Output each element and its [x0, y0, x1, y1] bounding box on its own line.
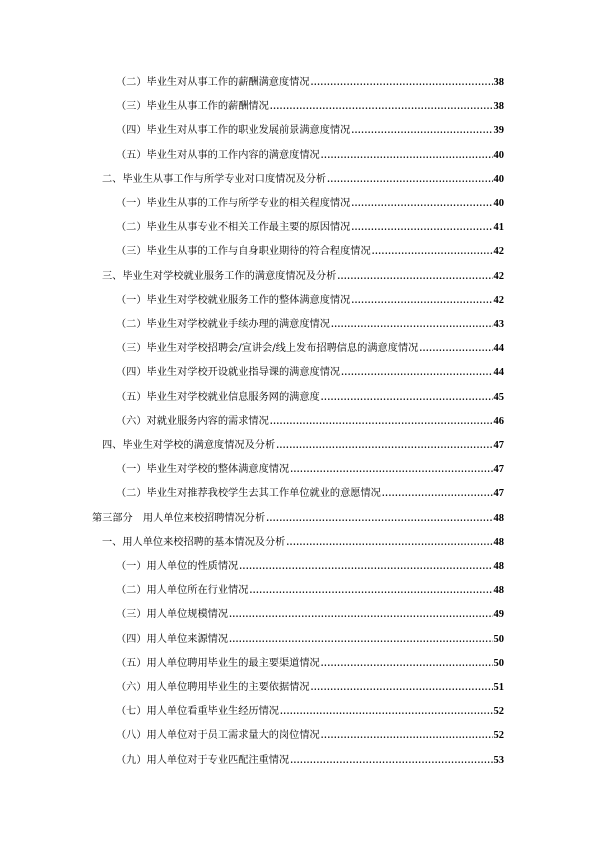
toc-entry-title: （三）毕业生从事的工作与自身职业期待的符合程度情况	[116, 246, 371, 258]
toc-entry-title: （二）毕业生对推荐我校学生去其工作单位就业的意愿情况	[116, 488, 381, 500]
toc-entry[interactable]	[116, 581, 504, 599]
toc-entry-title: （八）用人单位对于员工需求量大的岗位情况	[116, 730, 320, 742]
toc-entry-page: 43	[493, 319, 504, 330]
toc-entry[interactable]	[116, 121, 504, 139]
toc-entry[interactable]	[116, 412, 504, 430]
toc-leader-dots	[311, 678, 493, 696]
toc-entry-page: 48	[493, 512, 504, 524]
toc-leader-dots	[229, 605, 492, 623]
toc-entry[interactable]	[116, 146, 504, 164]
toc-entry-title: （二）用人单位所在行业情况	[116, 585, 249, 597]
toc-leader-dots	[276, 436, 492, 454]
toc-entry[interactable]	[102, 533, 504, 551]
toc-entry[interactable]	[116, 557, 504, 575]
toc-entry[interactable]	[116, 702, 504, 720]
toc-entry-title: 四、毕业生对学校的满意度情况及分析	[102, 440, 276, 451]
toc-leader-dots	[280, 702, 493, 720]
toc-entry-page: 53	[493, 754, 504, 766]
toc-entry-page: 50	[493, 633, 504, 645]
toc-leader-dots	[351, 291, 492, 309]
toc-entry-title: （三）用人单位规模情况	[116, 609, 229, 621]
toc-entry-page: 47	[493, 488, 504, 500]
toc-leader-dots	[290, 751, 492, 769]
toc-entry-title: （四）毕业生对从事工作的职业发展前景满意度情况	[116, 125, 351, 137]
toc-entry-title: （六）用人单位聘用毕业生的主要依据情况	[116, 682, 310, 693]
toc-entry-page: 40	[493, 149, 504, 161]
toc-leader-dots	[327, 170, 492, 188]
toc-entry-page: 44	[493, 343, 504, 355]
toc-entry-title: 三、毕业生对学校就业服务工作的满意度情况及分析	[102, 270, 337, 282]
toc-entry[interactable]	[116, 388, 504, 406]
toc-entry[interactable]	[116, 678, 504, 696]
toc-leader-dots	[351, 218, 492, 236]
toc-entry-title: （一）毕业生对学校就业服务工作的整体满意度情况	[116, 294, 351, 306]
toc-leader-dots	[337, 267, 492, 285]
toc-entry-page: 48	[493, 585, 504, 597]
toc-leader-dots	[239, 557, 492, 575]
toc-entry-title: （七）用人单位看重毕业生经历情况	[116, 706, 279, 718]
toc-leader-dots	[311, 73, 493, 91]
toc-entry[interactable]	[116, 363, 504, 381]
toc-entry-page: 52	[493, 730, 504, 742]
toc-leader-dots	[270, 97, 493, 115]
toc-entry[interactable]	[116, 339, 504, 357]
toc-leader-dots	[321, 146, 493, 164]
toc-entry-page: 42	[493, 270, 504, 282]
toc-entry[interactable]	[116, 484, 504, 502]
toc-entry[interactable]	[92, 509, 504, 527]
toc-entry-page: 50	[493, 657, 504, 669]
toc-leader-dots	[266, 509, 492, 527]
toc-entry-page: 39	[493, 125, 504, 137]
toc-entry[interactable]	[116, 630, 504, 648]
toc-leader-dots	[286, 533, 492, 551]
toc-entry-page: 44	[493, 367, 504, 379]
toc-entry-page: 40	[493, 173, 504, 185]
toc-entry-title: （一）毕业生从事的工作与所学专业的相关程度情况	[116, 198, 351, 209]
toc-entry[interactable]	[116, 605, 504, 623]
toc-leader-dots	[290, 460, 492, 478]
toc-entry[interactable]	[116, 97, 504, 115]
toc-entry-title: 一、用人单位来校招聘的基本情况及分析	[102, 536, 286, 548]
toc-entry-title: （一）毕业生对学校的整体满意度情况	[116, 464, 290, 476]
toc-entry-title: （四）用人单位来源情况	[116, 633, 229, 645]
toc-entry[interactable]	[102, 267, 504, 285]
toc-entry-page: 45	[493, 391, 504, 403]
toc-entry[interactable]	[102, 170, 504, 188]
toc-leader-dots	[331, 315, 493, 333]
toc-entry-title: （四）毕业生对学校开设就业指导课的满意度情况	[116, 367, 341, 379]
toc-entry[interactable]	[116, 315, 504, 333]
toc-leader-dots	[270, 412, 493, 430]
toc-leader-dots	[341, 363, 492, 381]
toc-leader-dots	[321, 654, 493, 672]
toc-leader-dots	[229, 630, 492, 648]
toc-entry-title: （六）对就业服务内容的需求情况	[116, 415, 269, 427]
toc-entry-page: 48	[493, 536, 504, 548]
toc-leader-dots	[419, 339, 492, 357]
toc-entry-page: 51	[493, 682, 504, 693]
toc-entry-page: 42	[493, 294, 504, 306]
toc-entry-page: 38	[493, 101, 504, 113]
toc-leader-dots	[382, 484, 493, 502]
toc-entry[interactable]	[116, 194, 504, 212]
toc-entry-title: （五）毕业生对学校就业信息服务网的满意度	[116, 391, 320, 403]
toc-entry-title: （二）毕业生对从事工作的薪酬满意度情况	[116, 77, 310, 88]
toc-entry-title: （五）用人单位聘用毕业生的最主要渠道情况	[116, 657, 320, 669]
toc-entry[interactable]	[116, 751, 504, 769]
toc-leader-dots	[351, 194, 492, 212]
toc-leader-dots	[249, 581, 492, 599]
toc-entry-title: （二）毕业生对学校就业手续办理的满意度情况	[116, 319, 330, 330]
toc-leader-dots	[321, 726, 493, 744]
toc-entry[interactable]	[116, 460, 504, 478]
toc-entry[interactable]	[116, 291, 504, 309]
toc-entry-page: 40	[493, 198, 504, 209]
toc-entry[interactable]	[116, 242, 504, 260]
toc-leader-dots	[321, 388, 493, 406]
toc-entry-title: （一）用人单位的性质情况	[116, 561, 239, 572]
toc-entry-title: 二、毕业生从事工作与所学专业对口度情况及分析	[102, 173, 327, 185]
toc-entry[interactable]	[116, 73, 504, 91]
toc-entry-title: （三）毕业生对学校招聘会/宣讲会/线上发布招聘信息的满意度情况	[116, 343, 419, 355]
toc-entry-page: 41	[493, 222, 504, 234]
toc-entry-title: 第三部分 用人单位来校招聘情况分析	[92, 512, 266, 524]
toc-entry[interactable]	[116, 726, 504, 744]
toc-entry-title: （二）毕业生从事专业不相关工作最主要的原因情况	[116, 222, 351, 234]
toc-entry[interactable]	[116, 654, 504, 672]
toc-entry-title: （五）毕业生对从事的工作内容的满意度情况	[116, 149, 320, 161]
toc-entry-page: 49	[493, 609, 504, 621]
toc-entry-title: （三）毕业生从事工作的薪酬情况	[116, 101, 269, 113]
toc-entry[interactable]	[102, 436, 504, 454]
toc-entry-title: （九）用人单位对于专业匹配注重情况	[116, 754, 290, 766]
toc-entry-page: 38	[493, 77, 504, 88]
toc-entry-page: 47	[493, 440, 504, 451]
toc-leader-dots	[351, 121, 492, 139]
toc-entry[interactable]	[116, 218, 504, 236]
toc-entry-page: 48	[493, 561, 504, 572]
toc-entry-page: 46	[493, 415, 504, 427]
toc-leader-dots	[372, 242, 493, 260]
toc-entry-page: 52	[493, 706, 504, 718]
toc-entry-page: 47	[493, 464, 504, 476]
toc-entry-page: 42	[493, 246, 504, 258]
